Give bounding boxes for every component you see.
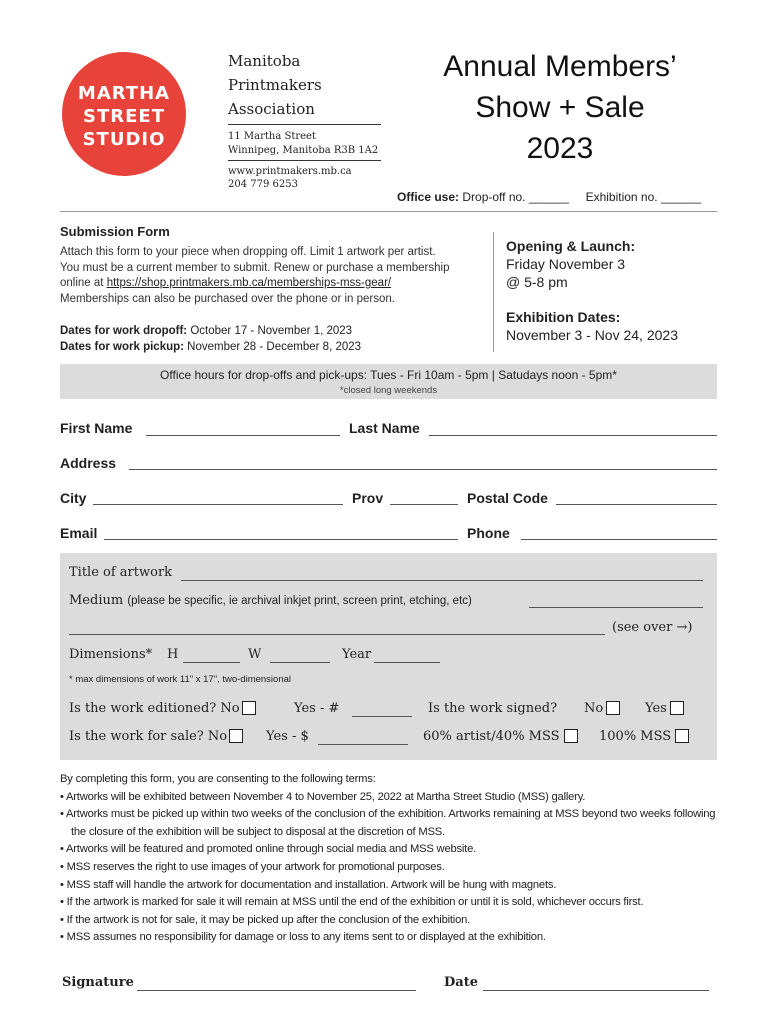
email-field[interactable]	[104, 539, 458, 540]
org-name	[228, 49, 322, 121]
intro-line: Memberships can also be purchased over the phone or in person.	[60, 292, 395, 305]
title-line: 2023	[526, 132, 594, 165]
signed-yes-label: Yes	[645, 701, 667, 716]
terms-item: • Artworks will be featured and promoted online through social media and MSS website.	[60, 843, 477, 856]
editioned-no-checkbox[interactable]	[242, 701, 256, 715]
split-60-40-checkbox[interactable]	[564, 729, 578, 743]
org-name-line: Printmakers	[228, 76, 322, 94]
first-name-field[interactable]	[146, 435, 340, 436]
pickup-dates: November 28 - December 8, 2023	[187, 341, 362, 353]
split-60-40	[423, 729, 578, 744]
postal-code-field[interactable]	[556, 504, 717, 505]
date-field[interactable]	[483, 990, 709, 991]
prov-field[interactable]	[390, 504, 458, 505]
divider	[228, 160, 381, 161]
medium-field[interactable]	[529, 607, 703, 608]
section-heading: Submission Form	[60, 224, 170, 239]
exhibition-number: Exhibition no. ______	[585, 190, 701, 204]
address-line: Winnipeg, Manitoba R3B 1A2	[228, 145, 379, 156]
divider	[228, 124, 381, 125]
sale-price-field[interactable]	[318, 744, 408, 745]
year-label: Year	[342, 647, 372, 662]
logo-line: STUDIO	[82, 129, 166, 150]
medium-hint: (please be specific, ie archival inkjet print, screen print, etching, etc)	[127, 595, 472, 607]
logo-line: STREET	[83, 106, 165, 127]
max-note-text: * max dimensions of work 11" x 17", two-dimensional	[69, 674, 291, 685]
see-over-note: (see over →)	[612, 620, 693, 635]
launch-date: Friday November 3	[506, 256, 626, 272]
editioned-question	[69, 701, 256, 716]
split-100	[599, 729, 689, 744]
width-label: W	[248, 647, 262, 662]
dropoff-label: Dates for work dropoff:	[60, 325, 188, 337]
edition-number-field[interactable]	[352, 716, 412, 717]
prov-label: Prov	[352, 490, 384, 506]
editioned-yes-label: Yes - #	[294, 701, 340, 716]
medium-field-line2[interactable]	[69, 634, 605, 635]
sale-yes-label: Yes - $	[266, 729, 309, 744]
divider	[493, 232, 494, 352]
split-100-label: 100% MSS	[599, 729, 672, 744]
website-link[interactable]: www.printmakers.mb.ca	[228, 166, 352, 177]
phone-field[interactable]	[521, 539, 717, 540]
org-name-line: Manitoba	[228, 52, 301, 70]
last-name-label: Last Name	[349, 420, 420, 436]
office-hours-banner	[60, 364, 717, 399]
width-field[interactable]	[270, 662, 330, 663]
first-name-label: First Name	[60, 420, 133, 436]
org-phone: 204 779 6253	[228, 179, 298, 190]
split-60-40-label: 60% artist/40% MSS	[423, 729, 560, 744]
signed-yes	[645, 701, 684, 716]
email-label: Email	[60, 525, 98, 541]
editioned-no-label: No	[220, 701, 240, 716]
org-contact	[228, 165, 352, 191]
intro-prefix: online at	[60, 277, 107, 289]
intro-line	[60, 276, 490, 292]
height-label: H	[167, 647, 179, 662]
height-field[interactable]	[183, 662, 240, 663]
terms-item: • If the artwork is not for sale, it may be picked up after the conclusion of the exhibition.	[60, 913, 471, 926]
address-label: Address	[60, 455, 117, 471]
terms-section	[60, 771, 720, 947]
phone-label: Phone	[467, 525, 510, 541]
year-field[interactable]	[374, 662, 440, 663]
intro-text	[60, 245, 490, 307]
signed-no	[584, 701, 620, 716]
medium-text: Medium	[69, 593, 124, 608]
address-line: 11 Martha Street	[228, 131, 316, 142]
terms-item: • MSS reserves the right to use images of your artwork for promotional purposes.	[60, 860, 445, 873]
title-line: Show + Sale	[475, 91, 645, 124]
signed-yes-checkbox[interactable]	[670, 701, 684, 715]
signed-no-checkbox[interactable]	[606, 701, 620, 715]
date-label: Date	[444, 975, 478, 990]
artwork-title-field[interactable]	[181, 580, 703, 581]
sale-no-checkbox[interactable]	[229, 729, 243, 743]
artwork-title-label: Title of artwork	[69, 565, 173, 580]
editioned-label: Is the work editioned?	[69, 701, 217, 716]
work-dates	[60, 323, 361, 355]
dimensions-label: Dimensions*	[69, 647, 153, 662]
page-title	[425, 46, 695, 169]
terms-item: • Artworks must be picked up within two weeks of the conclusion of the exhibition. Artworks remaining at MSS beyond two weeks following the closure of the exhibition will be subject to disposal at the discretion of MSS.	[60, 808, 716, 838]
last-name-field[interactable]	[429, 435, 717, 436]
intro-line: Attach this form to your piece when dropping off. Limit 1 artwork per artist.	[60, 246, 436, 258]
sale-question	[69, 729, 243, 744]
office-use-label: Office use:	[397, 190, 460, 204]
signature-field[interactable]	[137, 990, 416, 991]
dropoff-number: Drop-off no. ______	[462, 190, 569, 204]
exhibit-dates: November 3 - Nov 24, 2023	[506, 327, 678, 343]
office-hours-note: *closed long weekends	[339, 385, 438, 396]
martha-street-studio-logo	[62, 52, 186, 176]
pickup-label: Dates for work pickup:	[60, 341, 184, 353]
launch-info	[506, 237, 678, 344]
launch-heading: Opening & Launch:	[506, 238, 636, 254]
dropoff-dates: October 17 - November 1, 2023	[190, 325, 353, 337]
address-field[interactable]	[129, 469, 717, 470]
org-address	[228, 130, 378, 158]
signed-question: Is the work signed?	[428, 701, 558, 716]
terms-item: • If the artwork is marked for sale it will remain at MSS until the end of the exhibition or until it is sold, whichever occurs first.	[60, 896, 644, 909]
postal-code-label: Postal Code	[467, 490, 548, 506]
org-name-line: Association	[228, 100, 315, 118]
office-hours-text: Office hours for drop-offs and pick-ups: Tues - Fri 10am - 5pm | Satudays noon - 5pm*	[160, 368, 617, 382]
office-use	[397, 190, 701, 204]
membership-link[interactable]: https://shop.printmakers.mb.ca/memberships-mss-gear/	[106, 277, 392, 289]
exhibit-heading: Exhibition Dates:	[506, 309, 621, 325]
signature-label: Signature	[62, 975, 134, 990]
terms-intro: By completing this form, you are consenting to the following terms:	[60, 773, 376, 785]
terms-item: • MSS staff will handle the artwork for documentation and installation. Artwork will be hung with magnets.	[60, 878, 557, 891]
terms-item: • MSS assumes no responsibility for damage or loss to any items sent to or displayed at the exhibition.	[60, 931, 546, 944]
intro-line: You must be a current member to submit. Renew or purchase a membership	[60, 261, 450, 274]
title-line: Annual Members’	[443, 50, 677, 83]
split-100-checkbox[interactable]	[675, 729, 689, 743]
max-dimensions-note	[69, 671, 291, 686]
medium-label	[69, 593, 472, 608]
terms-item: • Artworks will be exhibited between November 4 to November 25, 2022 at Martha Street Studio (MSS) gallery.	[60, 790, 586, 803]
divider	[60, 211, 717, 212]
launch-time: @ 5-8 pm	[506, 274, 568, 290]
sale-label: Is the work for sale?	[69, 729, 204, 744]
city-field[interactable]	[93, 504, 343, 505]
sale-no-label: No	[207, 729, 228, 744]
logo-line: MARTHA	[77, 83, 171, 104]
signed-no-label: No	[584, 701, 604, 716]
city-label: City	[60, 490, 87, 506]
